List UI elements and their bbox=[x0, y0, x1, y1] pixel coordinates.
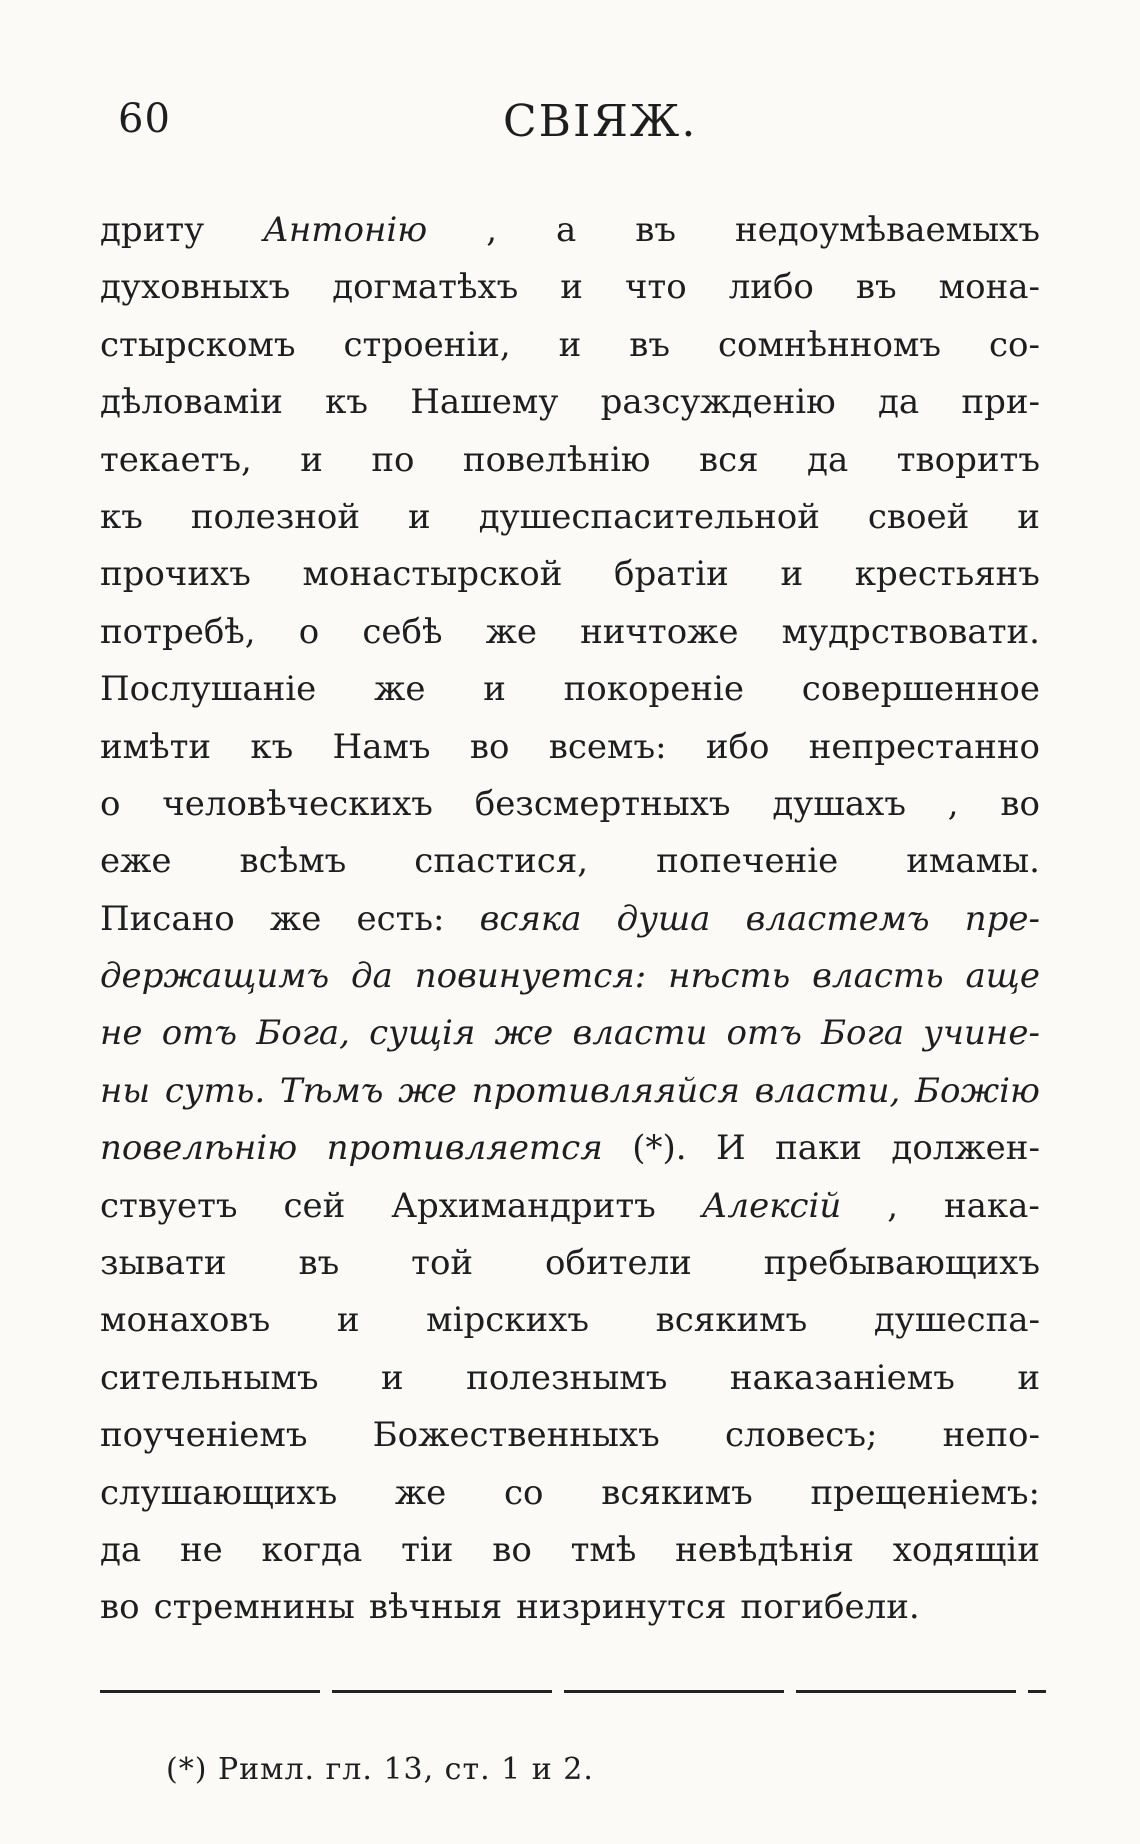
text-line bbox=[100, 948, 1040, 1005]
word: душеспасительной bbox=[478, 496, 820, 537]
word: словесъ; bbox=[724, 1415, 878, 1456]
italic-word: суть. bbox=[164, 1070, 266, 1111]
word: полезной bbox=[190, 496, 361, 537]
word: и bbox=[780, 554, 804, 595]
word: , bbox=[947, 783, 959, 824]
word: мудрствовати. bbox=[781, 611, 1040, 652]
word: всемъ: bbox=[548, 726, 667, 767]
word: вѣчныя bbox=[368, 1587, 503, 1628]
text-line bbox=[100, 1235, 1040, 1292]
italic-word: Божію bbox=[915, 1070, 1040, 1111]
word: и bbox=[483, 669, 506, 710]
text-line bbox=[100, 1465, 1040, 1522]
italic-word: аще bbox=[965, 956, 1040, 997]
text-line bbox=[100, 546, 1040, 603]
word: что bbox=[624, 267, 687, 308]
word: совершенное bbox=[801, 669, 1040, 710]
word: душахъ bbox=[772, 783, 906, 824]
italic-word: Бога, bbox=[256, 1013, 350, 1054]
word: дѣловаміи bbox=[100, 382, 283, 423]
word: всѣмъ bbox=[239, 841, 347, 882]
word: въ bbox=[629, 324, 671, 365]
word: стырскомъ bbox=[100, 324, 296, 365]
word: со- bbox=[988, 324, 1040, 365]
word: во bbox=[100, 1587, 140, 1628]
word: монастырской bbox=[302, 554, 563, 595]
word: всякимъ bbox=[601, 1472, 753, 1513]
word: текаетъ, bbox=[100, 439, 252, 480]
word: же bbox=[485, 611, 537, 652]
word: ибо bbox=[705, 726, 770, 767]
word: и bbox=[1017, 1357, 1040, 1398]
word: дриту bbox=[100, 210, 205, 250]
word: крестьянъ bbox=[854, 554, 1040, 595]
italic-word: нѣсть bbox=[668, 956, 791, 997]
word: при- bbox=[961, 382, 1040, 423]
word: попеченіе bbox=[656, 841, 839, 882]
word: человѣческихъ bbox=[162, 783, 433, 824]
italic-word: душа bbox=[616, 898, 711, 939]
italic-word: отъ bbox=[726, 1013, 802, 1054]
word: и bbox=[300, 439, 323, 480]
word: зывати bbox=[100, 1243, 227, 1284]
word: Архимандритъ bbox=[391, 1185, 656, 1226]
word: творитъ bbox=[896, 439, 1040, 480]
word: недоумѣваемыхъ bbox=[734, 210, 1040, 250]
word: , bbox=[486, 210, 497, 250]
word: по bbox=[371, 439, 415, 480]
word: имамы. bbox=[906, 841, 1040, 882]
word: Писано bbox=[100, 898, 235, 939]
text-line bbox=[100, 1292, 1040, 1349]
word: во bbox=[492, 1529, 532, 1570]
italic-word: не bbox=[100, 1013, 143, 1054]
word: прещеніемъ: bbox=[810, 1472, 1040, 1513]
text-line bbox=[100, 374, 1040, 431]
word: же bbox=[269, 898, 322, 939]
word: къ bbox=[325, 382, 369, 423]
italic-word: властемъ bbox=[745, 898, 930, 939]
text-line bbox=[100, 432, 1040, 489]
text-line bbox=[100, 1350, 1040, 1407]
word: еже bbox=[100, 841, 172, 882]
text-line bbox=[100, 1063, 1040, 1120]
italic-word: всяка bbox=[479, 898, 582, 939]
word: монаховъ bbox=[100, 1300, 271, 1341]
italic-word: противляется bbox=[326, 1128, 603, 1169]
word: покореніе bbox=[563, 669, 745, 710]
word: да bbox=[877, 382, 920, 423]
word: повелѣнію bbox=[462, 439, 651, 480]
footnote-separator-rule bbox=[100, 1690, 1046, 1693]
word: въ bbox=[635, 210, 676, 250]
word: паки bbox=[775, 1128, 862, 1169]
word: во bbox=[1000, 783, 1040, 824]
text-line bbox=[100, 1407, 1040, 1464]
word: не bbox=[179, 1529, 223, 1570]
word: и bbox=[381, 1357, 404, 1398]
word: должен- bbox=[891, 1128, 1040, 1169]
word: нака- bbox=[943, 1185, 1040, 1226]
text-line bbox=[100, 1005, 1040, 1062]
word: въ bbox=[855, 267, 897, 308]
word: братіи bbox=[613, 554, 729, 595]
word: обители bbox=[545, 1243, 692, 1284]
word: ствуетъ bbox=[100, 1185, 238, 1226]
text-line bbox=[100, 719, 1040, 776]
word: всякимъ bbox=[655, 1300, 808, 1341]
italic-word: Алексій bbox=[701, 1185, 842, 1226]
word: невѣдѣнія bbox=[675, 1529, 854, 1570]
word: Нашему bbox=[410, 382, 559, 423]
word: (*). bbox=[632, 1128, 687, 1169]
word: себѣ bbox=[362, 611, 443, 652]
word: слушающихъ bbox=[100, 1472, 338, 1513]
word: сомнѣнномъ bbox=[718, 324, 942, 365]
word: тіи bbox=[401, 1529, 454, 1570]
text-line bbox=[100, 833, 1040, 890]
italic-word: повелѣнію bbox=[100, 1128, 298, 1169]
italic-word: власть bbox=[812, 956, 944, 997]
running-title: СВІЯЖ. bbox=[503, 96, 698, 147]
italic-word: противляяйся bbox=[471, 1070, 740, 1111]
word: Послушаніе bbox=[100, 669, 317, 710]
page-header bbox=[118, 96, 1038, 156]
italic-word: же bbox=[398, 1070, 457, 1111]
word: да bbox=[807, 439, 849, 480]
word: къ bbox=[250, 726, 294, 767]
word: же bbox=[394, 1472, 447, 1513]
word: и bbox=[408, 496, 431, 537]
text-line bbox=[100, 259, 1040, 316]
word: и bbox=[558, 324, 582, 365]
body-text bbox=[100, 202, 1040, 1637]
text-line bbox=[100, 1120, 1040, 1177]
word: ходящіи bbox=[892, 1529, 1040, 1570]
text-line bbox=[100, 1178, 1040, 1235]
word: духовныхъ bbox=[100, 267, 291, 308]
word: той bbox=[411, 1243, 474, 1284]
italic-word: Тѣмъ bbox=[279, 1070, 384, 1111]
word: стремнины bbox=[153, 1587, 355, 1628]
word: наказаніемъ bbox=[729, 1357, 955, 1398]
word: въ bbox=[298, 1243, 340, 1284]
word: и bbox=[560, 267, 583, 308]
word: погибели. bbox=[740, 1587, 920, 1628]
word: сительнымъ bbox=[100, 1357, 319, 1398]
word: да bbox=[100, 1529, 142, 1570]
word: и bbox=[336, 1300, 360, 1341]
word: душеспа- bbox=[873, 1300, 1040, 1341]
word: же bbox=[374, 669, 426, 710]
word: сей bbox=[283, 1185, 346, 1226]
word: со bbox=[503, 1472, 544, 1513]
word: прочихъ bbox=[100, 554, 251, 595]
word: своей bbox=[867, 496, 970, 537]
text-line bbox=[100, 661, 1040, 718]
text-line bbox=[100, 604, 1040, 661]
word: къ bbox=[100, 496, 143, 537]
text-line bbox=[100, 317, 1040, 374]
word: непрестанно bbox=[808, 726, 1040, 767]
word: разсужденію bbox=[600, 382, 836, 423]
word: пребывающихъ bbox=[763, 1243, 1040, 1284]
word: тмѣ bbox=[570, 1529, 637, 1570]
text-line bbox=[100, 891, 1040, 948]
italic-word: да bbox=[351, 956, 393, 997]
footnote: (*) Римл. гл. 13, ст. 1 и 2. bbox=[166, 1752, 594, 1787]
word: либо bbox=[728, 267, 814, 308]
word: строеніи, bbox=[343, 324, 511, 365]
italic-word: ны bbox=[100, 1070, 151, 1111]
text-line bbox=[100, 1579, 1040, 1636]
italic-word: держащимъ bbox=[100, 956, 330, 997]
word: мірскихъ bbox=[426, 1300, 590, 1341]
text-line bbox=[100, 202, 1040, 259]
word: Божественныхъ bbox=[372, 1415, 660, 1456]
word: полезнымъ bbox=[466, 1357, 668, 1398]
word: Намъ bbox=[332, 726, 431, 767]
text-line bbox=[100, 489, 1040, 546]
italic-word: учине- bbox=[923, 1013, 1040, 1054]
word: когда bbox=[261, 1529, 363, 1570]
word: безсмертныхъ bbox=[474, 783, 731, 824]
word: имѣти bbox=[100, 726, 212, 767]
italic-word: повинуется: bbox=[414, 956, 647, 997]
italic-word: Бога bbox=[821, 1013, 904, 1054]
word: поученіемъ bbox=[100, 1415, 308, 1456]
word: а bbox=[555, 210, 577, 250]
italic-word: отъ bbox=[161, 1013, 238, 1054]
word: и bbox=[1017, 496, 1040, 537]
word: спастися, bbox=[414, 841, 589, 882]
word: непо- bbox=[942, 1415, 1040, 1456]
word: о bbox=[100, 783, 121, 824]
word: во bbox=[469, 726, 510, 767]
italic-word: власти, bbox=[754, 1070, 901, 1111]
word: ничтоже bbox=[580, 611, 739, 652]
word: потребѣ, bbox=[100, 611, 256, 652]
italic-word: Антонію bbox=[263, 210, 428, 250]
word: догматѣхъ bbox=[332, 267, 519, 308]
italic-word: власти bbox=[572, 1013, 708, 1054]
word: есть: bbox=[356, 898, 445, 939]
word: низринутся bbox=[516, 1587, 727, 1628]
word: , bbox=[887, 1185, 899, 1226]
italic-word: же bbox=[494, 1013, 554, 1054]
word: вся bbox=[698, 439, 759, 480]
word: мона- bbox=[938, 267, 1040, 308]
text-line bbox=[100, 1522, 1040, 1579]
word: о bbox=[298, 611, 320, 652]
italic-word: пре- bbox=[964, 898, 1040, 939]
word: И bbox=[715, 1128, 746, 1169]
italic-word: сущія bbox=[369, 1013, 476, 1054]
text-line bbox=[100, 776, 1040, 833]
page-number: 60 bbox=[118, 96, 171, 142]
